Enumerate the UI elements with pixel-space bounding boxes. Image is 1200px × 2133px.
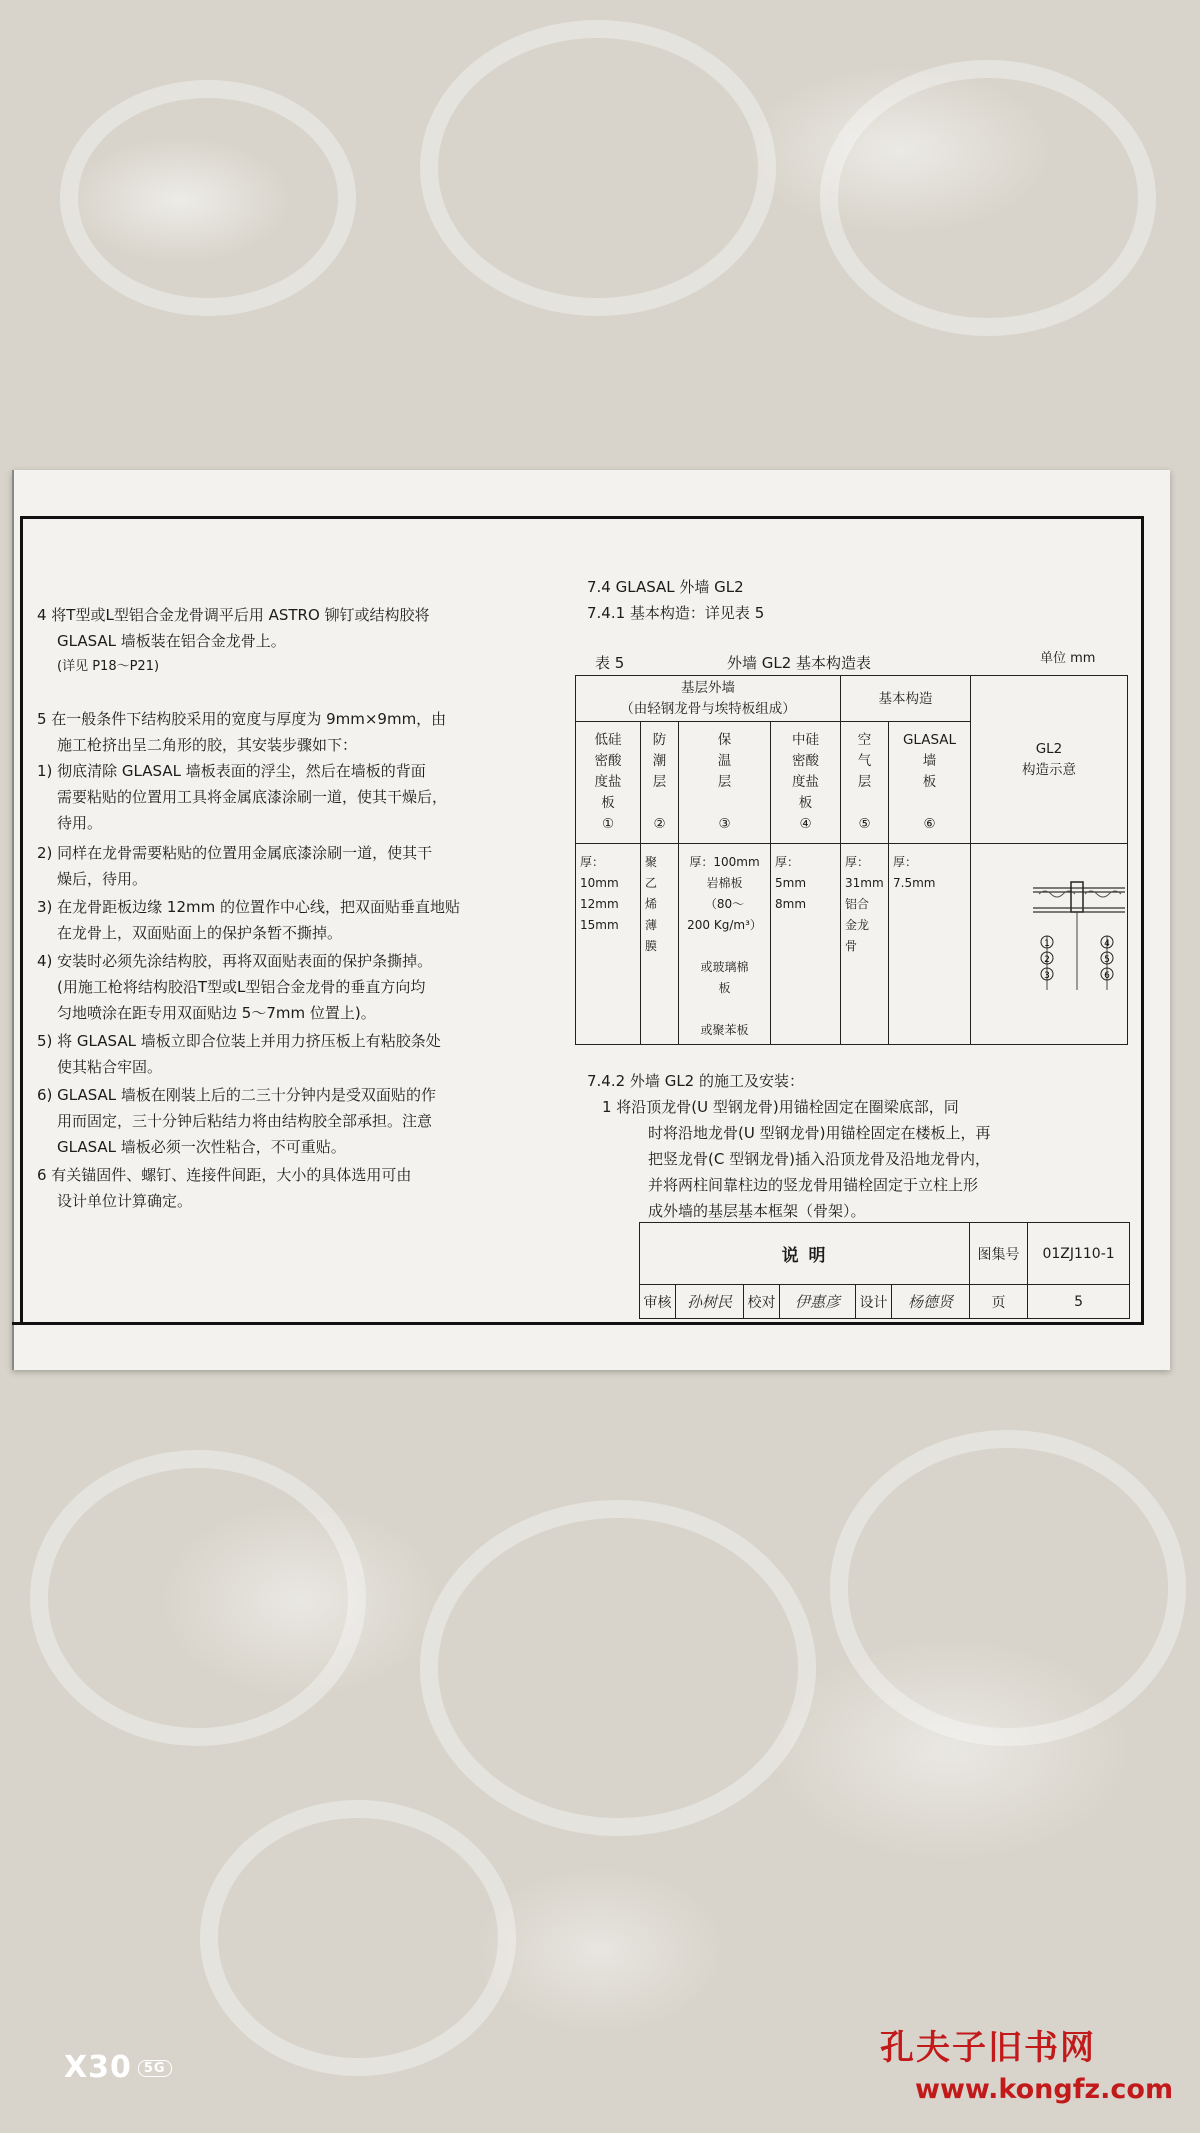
value-line: 7.5mm [893,876,936,890]
fabric-swirl [420,20,776,316]
review-label: 审核 [640,1285,676,1319]
col-name: 墙 [922,753,937,769]
value-line: 10mm [580,876,619,890]
item5-line: 施工枪挤出呈二角形的胶，其安装步骤如下： [57,736,358,754]
item5-line: 燥后，待用。 [57,870,148,888]
review-signature: 孙树民 [676,1285,744,1319]
page-gutter [12,470,14,1370]
atlas-number: 01ZJ110-1 [1028,1223,1130,1285]
col-header [771,722,841,844]
section-7-4-2-heading: 7.4.2 外墙 GL2 的施工及安装： [587,1072,804,1090]
col-name: 空 [857,732,872,748]
value-line: 12mm [580,897,619,911]
item5-line: 使其粘合牢固。 [57,1058,163,1076]
item5-line: 1) 彻底清除 GLASAL 墙板表面的浮尘，然后在墙板的背面 [37,762,426,780]
fabric-swirl [200,1800,516,2076]
col-values [889,844,971,1045]
col-values [641,844,679,1045]
gl2-header-line: GL2 [1035,740,1063,757]
value-line: 15mm [580,918,619,932]
item5-line: 匀地喷涂在距专用双面贴边 5～7mm 位置上)。 [57,1004,376,1022]
value-line: 岩棉板 [706,876,743,890]
group-header-line: （由轻钢龙骨与埃特板组成） [620,700,796,717]
camera-watermark [64,2050,172,2085]
col-name: 保 [717,732,732,748]
item4-line: GLASAL 墙板装在铝合金龙骨上。 [57,632,286,650]
col-name: 层 [652,774,667,790]
value-line: 乙 [645,876,658,890]
diagram-num: 2 [1044,955,1050,965]
col-values [771,844,841,1045]
col-header [641,722,679,844]
col-header [841,722,889,844]
item1-line: 把竖龙骨(C 型钢龙骨)插入沿顶龙骨及沿地龙骨内， [648,1150,990,1168]
atlas-label: 图集号 [970,1223,1028,1285]
col-num: ② [653,816,666,832]
value-line: 厚： [893,855,918,869]
item5-line: 在龙骨上，双面贴面上的保护条暂不撕掉。 [57,924,343,942]
gl2-section-diagram [1031,878,1127,996]
value-line: 厚： [775,855,800,869]
value-line: 厚： [845,855,870,869]
col-name: 板 [798,795,813,811]
item4-line: (详见 P18～P21) [57,659,160,674]
item5-line: 5 在一般条件下结构胶采用的宽度与厚度为 9mm×9mm，由 [37,710,447,728]
section-7-4-1-heading: 7.4.1 基本构造：详见表 5 [587,604,765,622]
value-line: 板 [718,981,731,995]
col-name: 密酸 [594,753,622,769]
site-watermark-url: www.kongfz.com [915,2074,1174,2105]
col-name: 密酸 [792,753,819,769]
page-number: 5 [1028,1285,1130,1319]
group-header-basic: 基本构造 [841,676,971,722]
value-line: 金龙 [845,918,870,932]
design-label: 设计 [856,1285,892,1319]
title-block [639,1222,1130,1319]
col-name: 板 [922,774,937,790]
item5-line: 3) 在龙骨距板边缘 12mm 的位置作中心线，把双面贴垂直地贴 [37,898,461,916]
col-num: ⑥ [923,816,936,832]
check-label: 校对 [744,1285,780,1319]
col-header [576,722,641,844]
item5-line: 5) 将 GLASAL 墙板立即合位装上并用力挤压板上有粘胶条处 [37,1032,441,1050]
section-7-4-heading: 7.4 GLASAL 外墙 GL2 [587,578,744,596]
col-name: 层 [857,774,872,790]
col-name: 潮 [652,753,667,769]
fabric-swirl [420,1500,816,1836]
value-line: 厚：100mm [689,855,760,869]
item6-line: 设计单位计算确定。 [57,1192,193,1210]
fabric-swirl [30,1450,366,1746]
diagram-num: 4 [1104,939,1110,949]
item5-line: (用施工枪将结构胶沿T型或L型铝合金龙骨的垂直方向均 [57,978,426,996]
gl2-header-line: 构造示意 [1022,761,1076,778]
site-watermark: 孔夫子旧书网 [880,2028,1096,2068]
diagram-num: 1 [1044,939,1050,949]
diagram-num: 6 [1104,971,1110,981]
item5-line: 需要粘贴的位置用工具将金属底漆涂刷一道，使其干燥后， [57,788,448,806]
col-num: ① [601,816,615,832]
item4-line: 4 将T型或L型铝合金龙骨调平后用 ASTRO 铆钉或结构胶将 [37,606,430,624]
col-num: ③ [718,816,731,832]
table-label: 表 5 [595,654,625,672]
diagram-num: 3 [1044,971,1050,981]
value-line: 或玻璃棉 [700,960,749,974]
value-line: 骨 [845,939,858,953]
col-values [841,844,889,1045]
col-name: 板 [601,795,615,811]
check-signature: 伊惠彦 [780,1285,856,1319]
item5-line: 用而固定，三十分钟后粘结力将由结构胶全部承担。注意 [57,1112,433,1130]
col-name: 温 [717,753,732,769]
page-label: 页 [970,1285,1028,1319]
fabric-swirl [820,60,1156,336]
group-header-line: 基层外墙 [681,679,735,696]
value-line: 铝合 [845,897,870,911]
book-page [12,470,1170,1370]
value-line: 或聚苯板 [700,1023,749,1037]
col-num: ⑤ [858,816,871,832]
value-line: 200 Kg/m³） [687,918,762,932]
value-line: 聚 [645,855,658,869]
value-line: 8mm [775,897,807,911]
value-line: （80～ [704,897,745,911]
fabric-swirl [60,80,356,316]
design-signature: 杨德贤 [892,1285,970,1319]
item5-line: 待用。 [57,814,103,832]
diagram-num: 5 [1104,955,1110,965]
col-name: 中硅 [792,732,819,748]
value-line: 膜 [645,939,658,953]
value-line: 薄 [645,918,658,932]
item5-line: GLASAL 墙板必须一次性粘合，不可重贴。 [57,1138,346,1156]
col-values [576,844,641,1045]
col-name: 防 [652,732,667,748]
item1-line: 成外墙的基层基本框架（骨架）。 [648,1202,866,1220]
item5-line: 6) GLASAL 墙板在刚装上后的二三十分钟内是受双面贴的作 [37,1086,436,1104]
col-name: 度盐 [594,774,622,790]
col-values [679,844,771,1045]
value-line: 厚： [580,855,605,869]
frame-bottom-line [12,1322,1142,1325]
col-name: 低硅 [594,732,622,748]
col-name: 气 [857,753,872,769]
col-header [889,722,971,844]
value-line: 31mm [845,876,884,890]
camera-model: X30 [64,2050,132,2085]
item6-line: 6 有关锚固件、螺钉、连接件间距，大小的具体选用可由 [37,1166,412,1184]
title-block-title: 说 明 [640,1223,970,1285]
fabric-swirl [830,1430,1186,1746]
camera-5g-badge: 5G [138,2060,172,2077]
col-name: GLASAL [902,732,957,748]
group-header-base-wall [576,676,841,722]
item1-line: 并将两柱间靠柱边的竖龙骨用锚栓固定于立柱上形 [648,1176,979,1194]
table-title: 外墙 GL2 基本构造表 [727,654,872,672]
col-num: ④ [799,816,812,832]
item1-line: 1 将沿顶龙骨(U 型钢龙骨)用锚栓固定在圈梁底部，同 [602,1098,959,1116]
value-line: 烯 [645,897,658,911]
gl2-diagram-header [971,676,1128,844]
col-header [679,722,771,844]
item5-line: 4) 安装时必须先涂结构胶，再将双面贴表面的保护条撕掉。 [37,952,433,970]
col-name: 层 [717,774,732,790]
item5-line: 2) 同样在龙骨需要粘贴的位置用金属底漆涂刷一道，使其干 [37,844,433,862]
table-unit: 单位 mm [1040,651,1096,666]
item1-line: 时将沿地龙骨(U 型钢龙骨)用锚栓固定在楼板上，再 [648,1124,991,1142]
value-line: 5mm [775,876,807,890]
col-name: 度盐 [792,774,819,790]
